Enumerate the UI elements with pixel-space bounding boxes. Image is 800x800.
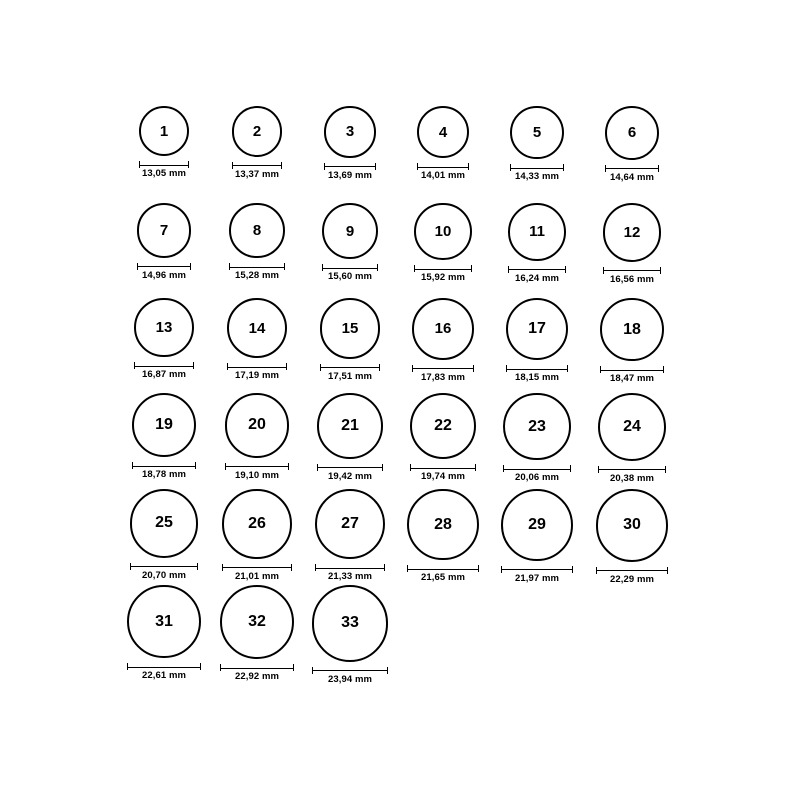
ring-size-number: 8 [252,222,262,240]
ring-size-cell [212,106,302,180]
ring-size-cell [492,489,582,584]
ring-size-cell [587,393,677,484]
ring-size-cell [212,203,302,282]
dimension-label: 20,06 mm [514,472,560,484]
dimension-label: 21,65 mm [420,572,466,584]
dimension-label: 18,47 mm [609,373,655,385]
ring-circle [312,585,389,662]
ring-circle [130,489,199,558]
dimension-line [414,265,471,272]
ring-circle [510,106,563,159]
ring-size-cell [492,106,582,183]
ring-size-number: 14 [248,319,266,337]
ring-size-number: 15 [341,319,359,337]
dimension-annotation [510,164,563,182]
ring-size-number: 19 [155,416,173,434]
dimension-line [312,667,389,674]
ring-size-cell [119,298,209,381]
ring-circle [407,489,478,560]
dimension-annotation [596,567,669,585]
ring-circle [501,489,573,561]
dimension-annotation [600,366,663,384]
ring-circle [414,203,471,260]
ring-size-number: 31 [155,612,173,630]
dimension-annotation [508,266,566,284]
dimension-annotation [312,667,389,685]
ring-size-number: 20 [248,416,266,434]
dimension-label: 20,70 mm [141,569,187,581]
dimension-line [222,564,292,571]
dimension-label: 17,19 mm [234,370,280,382]
ring-size-cell [398,393,488,483]
ring-size-cell [398,203,488,283]
ring-size-number: 21 [341,416,359,434]
dimension-label: 18,78 mm [141,469,187,481]
ring-circle [417,106,469,158]
dimension-label: 16,87 mm [141,369,187,381]
ring-circle [410,393,476,459]
ring-circle [320,298,381,359]
dimension-annotation [315,564,385,582]
dimension-line [407,565,478,572]
ring-size-number: 16 [434,320,452,338]
dimension-line [501,566,573,573]
ring-size-number: 12 [623,223,641,241]
dimension-annotation [132,462,196,480]
dimension-annotation [134,362,193,380]
ring-size-cell [587,106,677,183]
dimension-label: 16,24 mm [514,272,560,284]
ring-circle [600,298,663,361]
ring-circle [232,106,283,157]
dimension-annotation [130,563,199,581]
ring-size-cell [398,106,488,182]
ring-size-cell [305,298,395,382]
ring-circle [227,298,287,358]
dimension-annotation [317,464,383,482]
ring-circle [134,298,193,357]
dimension-line [227,363,287,370]
dimension-annotation [407,565,478,583]
ring-size-cell [119,106,209,179]
ring-size-cell [212,489,302,582]
dimension-line [220,664,294,671]
dimension-line [232,162,283,169]
dimension-line [605,165,659,172]
ring-size-number: 9 [345,222,355,240]
dimension-line [139,161,189,168]
ring-circle [137,203,192,258]
ring-size-cell [212,585,302,683]
dimension-annotation [320,364,381,382]
dimension-annotation [137,263,192,281]
ring-size-cell [492,203,582,284]
ring-circle [222,489,292,559]
dimension-annotation [324,163,376,181]
dimension-label: 14,01 mm [420,170,466,182]
dimension-line [322,264,378,271]
ring-circle [322,203,378,259]
dimension-label: 16,56 mm [609,273,655,285]
ring-size-cell [587,489,677,585]
ring-size-number: 4 [438,123,448,141]
dimension-annotation [139,161,189,179]
ring-size-number: 23 [528,417,546,435]
dimension-label: 19,74 mm [420,471,466,483]
dimension-line [506,365,568,372]
ring-size-number: 6 [627,124,637,142]
dimension-label: 17,83 mm [420,371,466,383]
ring-circle [229,203,284,258]
dimension-line [598,466,666,473]
dimension-line [324,163,376,170]
dimension-annotation [220,664,294,682]
ring-circle [315,489,385,559]
dimension-annotation [501,566,573,584]
dimension-annotation [417,163,469,181]
dimension-line [317,464,383,471]
ring-size-number: 26 [248,514,266,532]
dimension-annotation [410,464,476,482]
dimension-label: 19,10 mm [234,469,280,481]
ring-size-number: 1 [159,122,169,140]
ring-size-cell [398,298,488,383]
ring-size-number: 24 [623,417,641,435]
ring-size-cell [587,298,677,385]
ring-circle [605,106,659,160]
dimension-label: 21,97 mm [514,572,560,584]
ring-size-number: 32 [248,613,266,631]
dimension-annotation [605,165,659,183]
ring-size-cell [119,585,209,682]
dimension-annotation [603,267,662,285]
dimension-label: 20,38 mm [609,472,655,484]
ring-size-cell [305,203,395,283]
ring-size-number: 2 [252,122,262,140]
dimension-annotation [229,263,284,281]
dimension-label: 14,33 mm [514,171,560,183]
dimension-label: 17,51 mm [327,370,373,382]
dimension-line [315,564,385,571]
dimension-line [320,364,381,371]
ring-circle [508,203,566,261]
dimension-line [225,463,290,470]
ring-size-number: 27 [341,515,359,533]
ring-size-cell [305,489,395,583]
dimension-line [603,267,662,274]
ring-circle [503,393,570,460]
ring-circle [324,106,376,158]
dimension-label: 14,96 mm [141,269,187,281]
dimension-line [130,563,199,570]
ring-circle [603,203,662,262]
ring-size-number: 29 [528,515,546,533]
ring-size-cell [398,489,488,584]
dimension-annotation [227,363,287,381]
ring-size-number: 17 [528,320,546,338]
ring-size-number: 28 [434,515,452,533]
ring-size-number: 3 [345,123,355,141]
dimension-annotation [232,162,283,180]
ring-size-cell [305,393,395,482]
dimension-line [410,464,476,471]
dimension-label: 13,37 mm [234,168,280,180]
ring-circle [127,585,200,658]
ring-size-cell [492,298,582,384]
dimension-annotation [322,264,378,282]
dimension-label: 19,42 mm [327,470,373,482]
dimension-line [596,567,669,574]
ring-circle [139,106,189,156]
dimension-label: 13,69 mm [327,169,373,181]
ring-circle [596,489,669,562]
dimension-label: 13,05 mm [141,168,187,179]
dimension-line [127,663,200,670]
dimension-label: 15,28 mm [234,270,280,282]
ring-size-number: 30 [623,516,641,534]
ring-circle [132,393,196,457]
dimension-annotation [225,463,290,481]
dimension-label: 14,64 mm [609,171,655,183]
ring-size-cell [212,298,302,382]
dimension-annotation [414,265,471,283]
dimension-annotation [412,365,474,383]
dimension-label: 21,33 mm [327,571,373,583]
dimension-annotation [598,466,666,484]
dimension-line [134,362,193,369]
dimension-line [417,163,469,170]
dimension-annotation [503,465,570,483]
dimension-label: 22,29 mm [609,573,655,585]
dimension-label: 18,15 mm [514,372,560,384]
dimension-line [600,366,663,373]
dimension-label: 15,60 mm [327,271,373,283]
ring-size-cell [587,203,677,285]
dimension-label: 22,92 mm [234,671,280,683]
ring-circle [225,393,290,458]
ring-size-cell [119,203,209,281]
dimension-label: 21,01 mm [234,570,280,582]
dimension-line [508,266,566,273]
ring-circle [317,393,383,459]
dimension-label: 15,92 mm [420,272,466,284]
ring-size-cell [212,393,302,481]
dimension-line [132,462,196,469]
ring-size-cell [305,585,395,685]
dimension-line [137,263,192,270]
dimension-annotation [127,663,200,681]
ring-size-number: 13 [155,319,173,337]
ring-size-cell [492,393,582,484]
ring-size-number: 22 [434,417,452,435]
dimension-annotation [222,564,292,582]
ring-size-cell [119,393,209,480]
dimension-line [229,263,284,270]
ring-circle [598,393,666,461]
ring-size-number: 10 [434,223,452,241]
dimension-label: 22,61 mm [141,670,187,682]
dimension-line [412,365,474,372]
dimension-line [510,164,563,171]
ring-size-number: 5 [532,124,542,142]
ring-size-number: 7 [159,221,169,239]
ring-size-cell [305,106,395,181]
ring-circle [412,298,474,360]
ring-size-cell [119,489,209,581]
ring-size-number: 18 [623,320,641,338]
ring-size-number: 33 [341,614,359,632]
dimension-line [503,465,570,472]
dimension-label: 23,94 mm [327,673,373,685]
ring-circle [506,298,568,360]
ring-circle [220,585,294,659]
ring-size-number: 25 [155,514,173,532]
dimension-annotation [506,365,568,383]
ring-size-number: 11 [529,223,545,241]
